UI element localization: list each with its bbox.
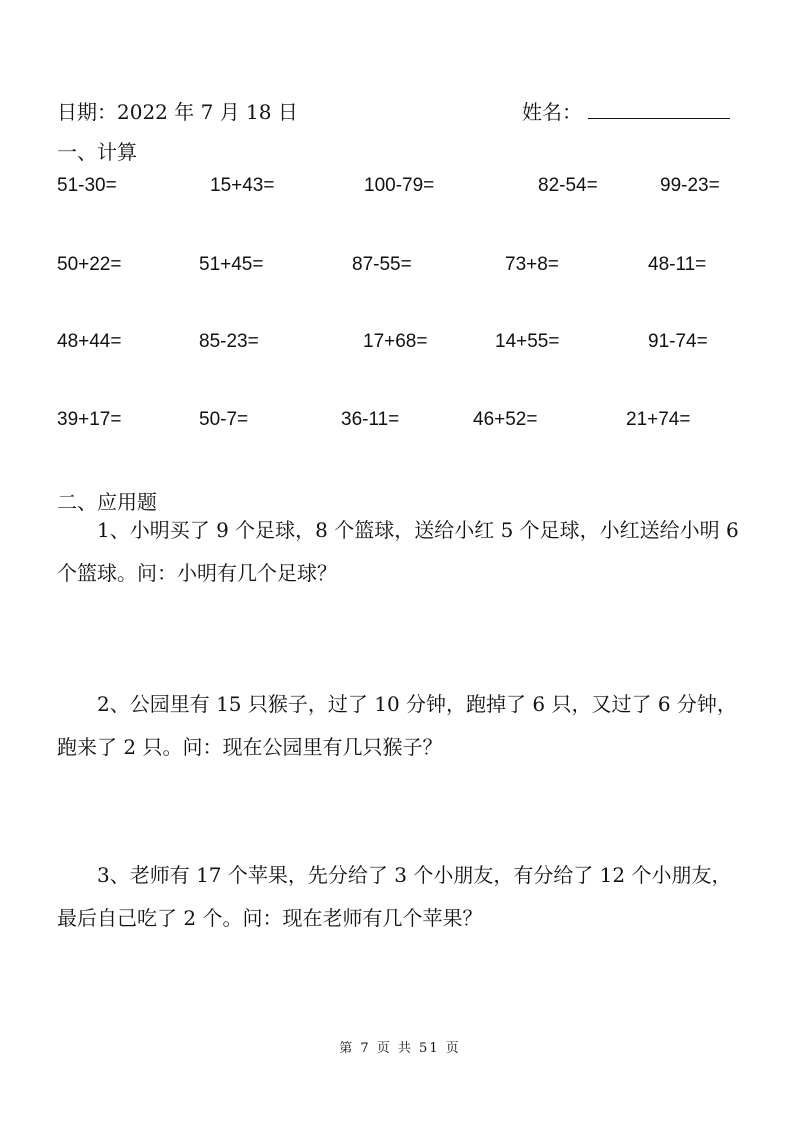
calc-problem: 48+44=	[57, 331, 122, 352]
calc-problem: 87-55=	[352, 254, 412, 275]
calc-problem: 39+17=	[57, 409, 122, 430]
calc-problem: 48-11=	[648, 254, 707, 275]
calc-problem: 15+43=	[210, 175, 275, 196]
calc-problem: 14+55=	[495, 331, 560, 352]
calc-problem: 100-79=	[364, 175, 435, 196]
page-number: 第 7 页 共 51 页	[339, 1041, 461, 1056]
calc-problem: 51-30=	[57, 175, 117, 196]
word-problem-2: 2、公园里有 15 只猴子，过了 10 分钟，跑掉了 6 只，又过了 6 分钟，跑来了 2 只。问：现在公园里有几只猴子？	[57, 692, 737, 759]
word-problem-3: 3、老师有 17 个苹果，先分给了 3 个小朋友，有分给了 12 个小朋友，最后自己吃了 2 个。问：现在老师有几个苹果？	[57, 863, 732, 930]
name-blank-line	[588, 118, 730, 119]
name-label: 姓名：	[522, 100, 582, 124]
date-label: 日期：2022 年 7 月 18 日	[57, 100, 298, 124]
calc-problem: 73+8=	[505, 254, 559, 275]
calc-problem: 82-54=	[538, 175, 598, 196]
calc-problem: 17+68=	[363, 331, 428, 352]
section-calc-title: 一、计算	[57, 140, 137, 164]
calc-problem: 50+22=	[57, 254, 122, 275]
calc-problem: 36-11=	[341, 409, 400, 430]
calc-problem: 91-74=	[648, 331, 708, 352]
calc-problem: 85-23=	[199, 331, 259, 352]
word-problem-1: 1、小明买了 9 个足球，8 个篮球，送给小红 5 个足球，小红送给小明 6 个篮球。问：小明有几个足球？	[57, 518, 739, 585]
calc-problem: 50-7=	[199, 409, 249, 430]
calc-problem: 21+74=	[626, 409, 691, 430]
calc-problem: 51+45=	[199, 254, 264, 275]
calc-problem: 99-23=	[660, 175, 720, 196]
section-word-problems-title: 二、应用题	[57, 490, 157, 514]
calc-problem: 46+52=	[473, 409, 538, 430]
